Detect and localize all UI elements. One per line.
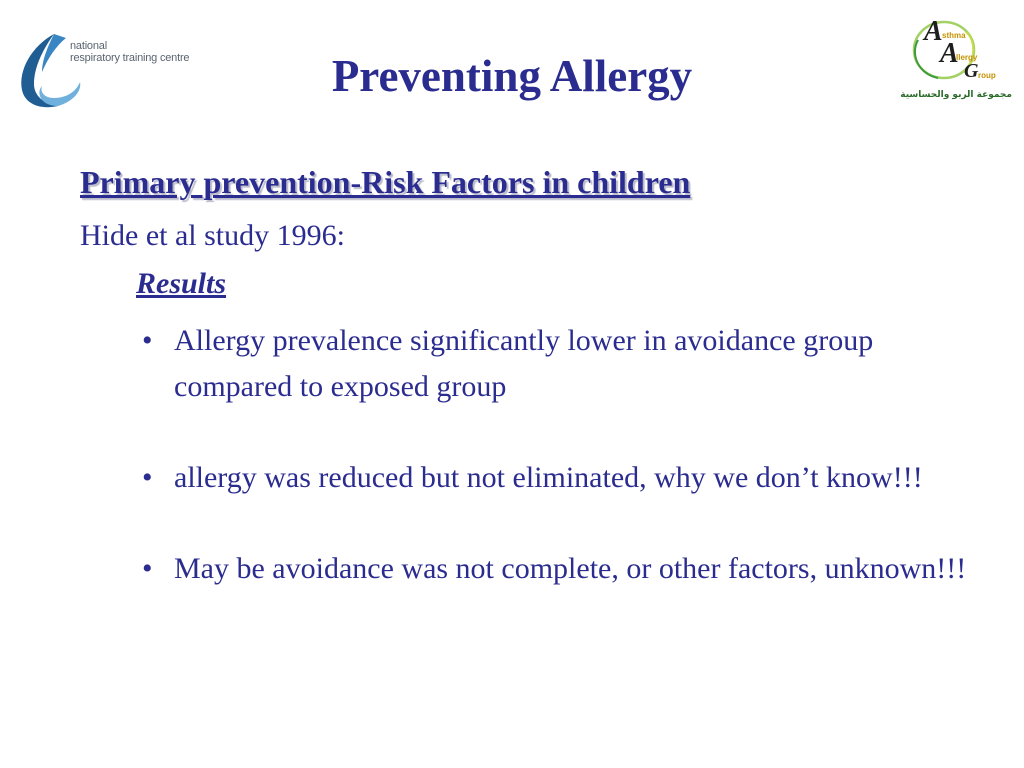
- section-subtitle: Primary prevention-Risk Factors in children: [80, 164, 691, 200]
- bullet-text: allergy was reduced but not eliminated, why we don’t know!!!: [174, 461, 923, 494]
- word-asthma: sthma: [942, 31, 966, 40]
- nrtc-line-1: national: [70, 40, 107, 52]
- arabic-group-name: مجموعة الربو والحساسية: [900, 90, 1012, 100]
- letter-a-allergy: A: [940, 38, 959, 69]
- bullet-text: Allergy prevalence significantly lower in avoidance group compared to exposed group: [174, 324, 874, 403]
- bullet-dot-icon: •: [142, 552, 153, 585]
- letter-a-asthma: A: [924, 16, 943, 47]
- results-heading: Results: [136, 267, 227, 300]
- nrtc-line-2: respiratory training centre: [70, 52, 190, 64]
- bullet-item: [136, 455, 996, 501]
- bullet-dot-icon: •: [142, 461, 153, 494]
- bullet-text: May be avoidance was not complete, or other factors, unknown!!!: [174, 552, 967, 585]
- study-reference: Hide et al study 1996:: [80, 219, 345, 252]
- letter-g-group: G: [964, 60, 979, 82]
- results-bullet-list: [136, 318, 996, 637]
- word-allergy: llergy: [956, 53, 978, 62]
- word-group: roup: [978, 71, 996, 80]
- bullet-dot-icon: •: [142, 324, 153, 357]
- slide-title: Preventing Allergy: [331, 51, 693, 101]
- bullet-item: [136, 546, 996, 592]
- bullet-item: [136, 318, 996, 410]
